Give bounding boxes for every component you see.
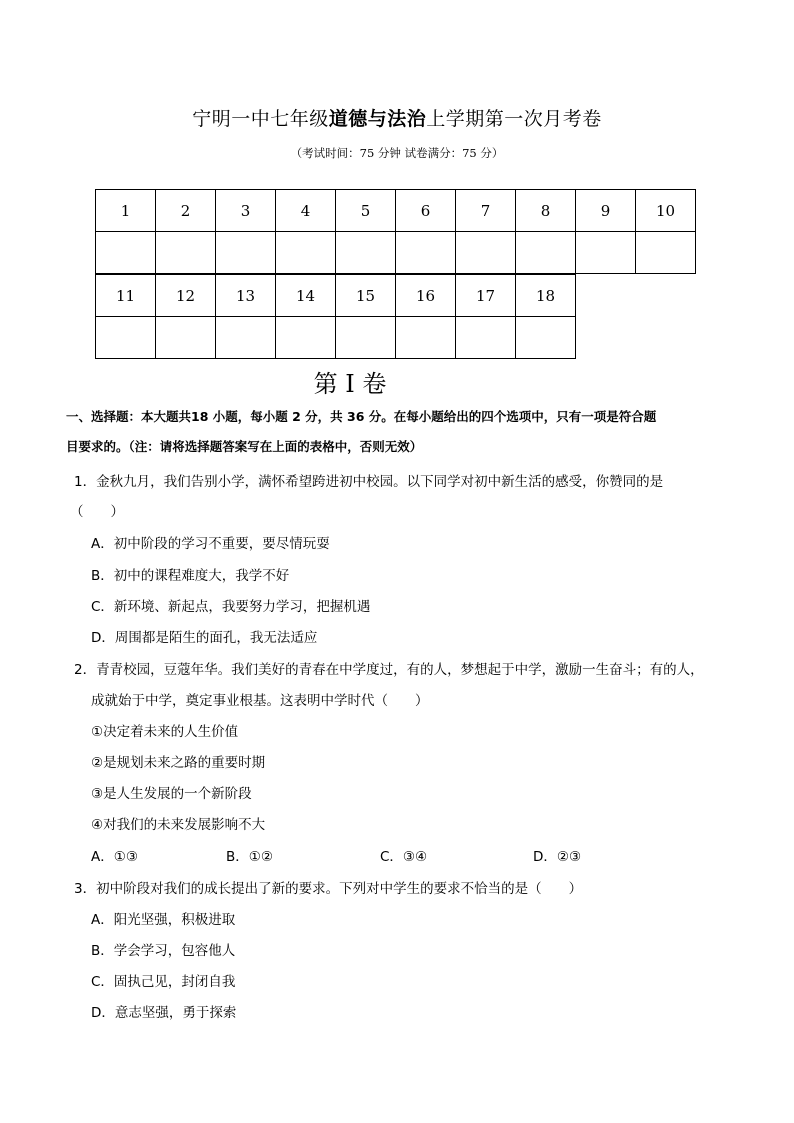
grid-number: 18	[516, 275, 576, 317]
grid-number: 2	[156, 190, 216, 232]
grid-number: 15	[336, 275, 396, 317]
question-3-option-a[interactable]: A．阳光坚强，积极进取	[91, 912, 236, 928]
title-suffix: 上学期第一次月考卷	[426, 108, 602, 130]
question-2-option-d[interactable]: D．②③	[533, 849, 582, 865]
question-2-statement-2: ②是规划未来之路的重要时期	[91, 755, 266, 771]
question-1-option-a[interactable]: A．初中阶段的学习不重要，要尽情玩耍	[91, 536, 330, 552]
question-1-option-b[interactable]: B．初中的课程难度大，我学不好	[91, 568, 290, 584]
question-2-option-a[interactable]: A．①③	[91, 849, 138, 865]
question-2-statement-1: ①决定着未来的人生价值	[91, 724, 239, 740]
section-line-2: 目要求的。（注：请将选择题答案写在上面的表格中，否则无效）	[66, 439, 423, 454]
question-3-option-d[interactable]: D．意志坚强，勇于探索	[91, 1005, 237, 1021]
grid-number: 9	[576, 190, 636, 232]
grid-number: 5	[336, 190, 396, 232]
grid-number: 13	[216, 275, 276, 317]
grid-number: 11	[96, 275, 156, 317]
question-2-option-c[interactable]: C．③④	[380, 849, 428, 865]
question-1-option-c[interactable]: C．新环境、新起点，我要努力学习，把握机遇	[91, 599, 371, 615]
grid-number: 12	[156, 275, 216, 317]
grid-number: 14	[276, 275, 336, 317]
grid-number: 10	[636, 190, 696, 232]
question-2-stem-cont: 成就始于中学，奠定事业根基。这表明中学时代（ ）	[91, 693, 429, 709]
question-3-stem: 3．初中阶段对我们的成长提出了新的要求。下列对中学生的要求不恰当的是（ ）	[74, 881, 583, 897]
title-prefix: 宁明一中七年级	[192, 108, 329, 130]
grid-number: 16	[396, 275, 456, 317]
question-3-option-c[interactable]: C．固执己见，封闭自我	[91, 974, 236, 990]
grid-number: 6	[396, 190, 456, 232]
question-2-stem: 2．青青校园，豆蔻年华。我们美好的青春在中学度过，有的人，梦想起于中学，激励一生奋斗；有的人，	[74, 662, 704, 678]
grid-number: 3	[216, 190, 276, 232]
grid-number: 17	[456, 275, 516, 317]
question-1-blank: （ ）	[70, 504, 124, 520]
section-line-1: 一、选择题：本大题共18 小题，每小题 2 分，共 36 分。在每小题给出的四个选项中，只有一项是符合题	[66, 409, 657, 424]
grid-number: 8	[516, 190, 576, 232]
exam-subtitle: （考试时间：75 分钟 试卷满分：75 分）	[290, 146, 504, 160]
grid-number: 1	[96, 190, 156, 232]
question-1-option-d[interactable]: D．周围都是陌生的面孔，我无法适应	[91, 630, 318, 646]
question-1-stem: 1．金秋九月，我们告别小学，满怀希望跨进初中校园。以下同学对初中新生活的感受，你赞同的是	[74, 474, 664, 490]
question-2-option-b[interactable]: B．①②	[226, 849, 273, 865]
title-subject: 道德与法治	[328, 108, 427, 130]
question-2-statement-4: ④对我们的未来发展影响不大	[91, 817, 266, 833]
question-2-statement-3: ③是人生发展的一个新阶段	[91, 786, 252, 802]
grid-number: 7	[456, 190, 516, 232]
volume-heading: 第 I 卷	[313, 370, 387, 398]
grid-number: 4	[276, 190, 336, 232]
question-3-option-b[interactable]: B．学会学习，包容他人	[91, 943, 236, 959]
